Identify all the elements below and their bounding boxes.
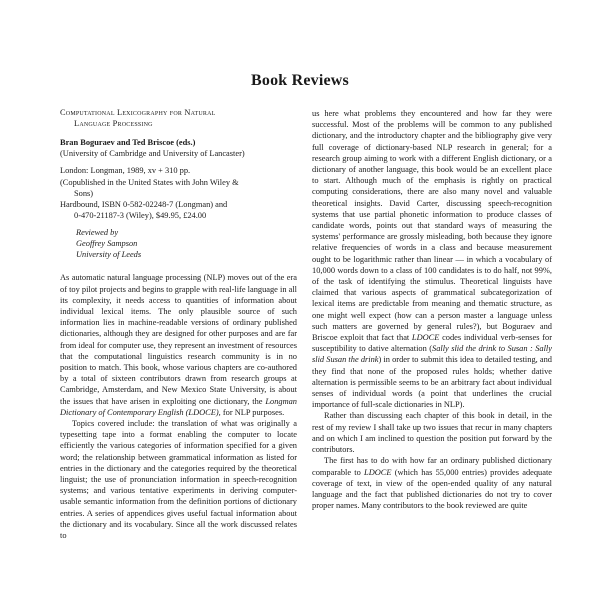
right-paragraph-1 (312, 108, 552, 410)
copublished-line-cont: Sons) (74, 188, 94, 198)
left-p1-text-b: for NLP purposes. (220, 407, 285, 417)
left-body (60, 272, 297, 541)
editors: Bran Boguraev and Ted Briscoe (eds.) (60, 138, 196, 147)
section-heading: Book Reviews (251, 72, 349, 89)
publication-info (60, 165, 297, 221)
left-p1-text-a: As automatic natural language processing (NLP) moves out of the era of toy pilot projects and begins to grapple with real-life language in all its complexity, it needs access to quantities of information about individual lexical items. The only plausible source of such information lies in machine-readable versions of ordinary published dictionaries, although they are designed for other purposes and are far from ideal for computer use, they represent an investment of resources that the computational linguistics research community is in no position to match. This book, whose various chapters are co-authored by a total of sixteen contributors drawn from research groups at Cambridge, Amsterdam, and New Mexico State University, is about the issues that have arisen in exploiting one dictionary, the (60, 273, 297, 406)
review-title-line-1: Computational Lexicography for Natural (60, 108, 216, 117)
left-paragraph-2: Topics covered include: the translation of what was originally a typesetting tape into a format enabling the computer to locate efficiently the various categories of information specified for a given word; the relationship between grammatical information as listed for entries in the dictionary and the categories required by the theoretical linguist; the use of pronunciation information in speech-recognition systems; and various tentative experiments in deriving computer-usable semantic information from the definition portions of dictionary entries. A series of appendices gives useful factual information about the dictionary and its vocabulary. Since all the work discussed relates to (60, 419, 297, 541)
isbn-line-cont: 0-470-21187-3 (Wiley), $49.95, £24.00 (74, 211, 207, 221)
right-p3-text-b: (which has 55,000 entries) provides adequate coverage of text, in view of the open-ended quality of any natural language and the fact that published dictionaries do not try to cover proper names. Many contributors to the book reviewed are quite (312, 467, 553, 511)
right-p3-ldoce: LDOCE (364, 467, 392, 477)
left-column (60, 108, 297, 541)
review-title-line-2: Language Processing (74, 118, 153, 128)
reviewed-by-label: Reviewed by (76, 228, 119, 238)
left-paragraph-1 (60, 272, 297, 418)
right-p1-text-a: us here what problems they encountered and how far they were successful. Most of the problems will be common to any published dictionary, and the introductory chapter and the bibliography give very full coverage of dictionary-based NLP research in general; for a research group aiming to work with a different English dictionary, or a dictionary of another language, this book would be an excellent place to start. Although much of the emphasis is rightly on practical computing considerations, there are also many novel and valuable theoretical insights. David Carter, discussing speech-recognition systems that use partial phonetic information to produce classes of candidate words, points out that standard ways of measuring the systems' performance are grossly misleading, both because they ignore relative frequencies of words in a class and because measurement ought to be logarithmic rather than linear — in which a vocabulary of 10,000 words down to a class of 100 candidates is to do half, not 99%, of the task of identifying the stimulus. Theoretical linguists have claimed that various aspects of grammatical subcategorization of lexical items are predictable from meaning and thematic structure, as one might well expect (how can a person master a language unless such matters are governed by general rules?), but Boguraev and Briscoe exploit that fact that (312, 109, 552, 343)
review-title (60, 108, 297, 129)
right-p3-text-a: The first has to do with how far an ordinary published dictionary comparable to (312, 456, 552, 477)
publisher-line: London: Longman, 1989, xv + 310 pp. (60, 166, 191, 176)
left-p1-dictionary-title: Longman Dictionary of Contemporary English (LDOCE), (60, 396, 297, 417)
right-p1-text-c: ) in order to submit this idea to detailed testing, and they find that none of the proposed rules holds; whether dative alternation is permissible seems to be an arbitrary fact about individual senses of individual words (a point that underlines the crucial importance of full-scale dictionaries in NLP). (312, 355, 552, 410)
reviewer-affiliation: University of Leeds (76, 250, 142, 260)
right-p1-example: Sally slid the drink to Susan : Sally slid Susan the drink (312, 344, 552, 365)
affiliation: (University of Cambridge and University of Lancaster) (60, 149, 245, 159)
right-paragraph-2: Rather than discussing each chapter of this book in detail, in the rest of my review I shall take up two issues that recur in many chapters and on which I am inclined to question the position put forward by the contributors. (312, 411, 552, 455)
reviewer-block (60, 227, 297, 260)
isbn-line: Hardbound, ISBN 0-582-02248-7 (Longman) and (60, 200, 228, 210)
reviewer-name: Geoffrey Sampson (76, 239, 138, 249)
right-paragraph-3 (312, 455, 552, 511)
right-column (312, 108, 552, 511)
right-p1-text-b: codes individual verb-senses for susceptibility to dative alternation ( (312, 333, 552, 354)
copublished-line: (Copublished in the United States with John Wiley & (60, 177, 239, 187)
right-p1-ldoce: LDOCE (411, 333, 440, 343)
